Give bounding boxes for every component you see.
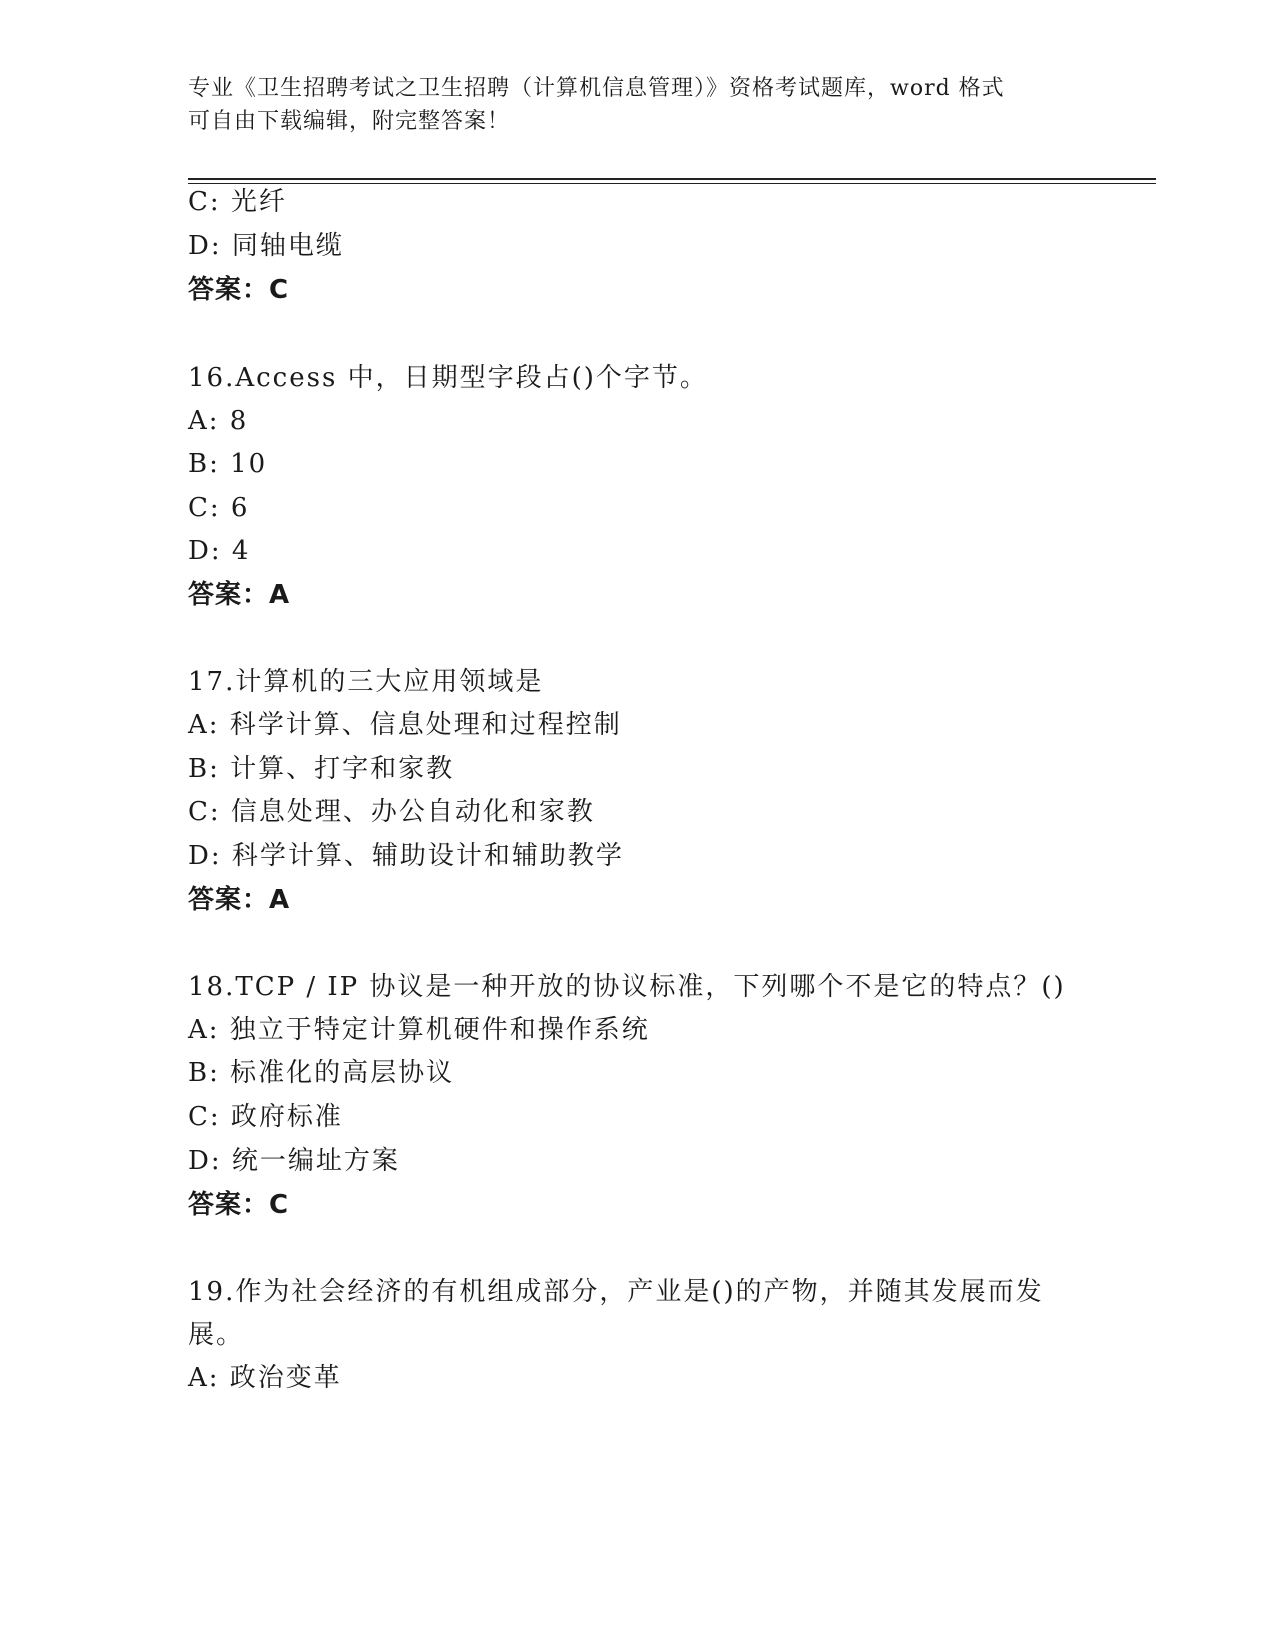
option-c: C: 光纤 bbox=[188, 187, 287, 217]
question-16-option-b: B: 10 bbox=[188, 449, 268, 479]
question-19-stem-line-1: 19.作为社会经济的有机组成部分，产业是()的产物，并随其发展而发 bbox=[188, 1277, 1044, 1307]
header-line-2: 可自由下载编辑，附完整答案！ bbox=[188, 109, 511, 134]
question-17-option-b: B: 计算、打字和家教 bbox=[188, 754, 455, 784]
header-divider bbox=[188, 178, 1156, 180]
answer-label: 答案：C bbox=[188, 275, 290, 305]
question-17-answer: 答案：A bbox=[188, 885, 291, 915]
question-18-option-c: C: 政府标准 bbox=[188, 1102, 343, 1132]
header-line-1: 专业《卫生招聘考试之卫生招聘（计算机信息管理）》资格考试题库，word 格式 bbox=[188, 76, 1005, 101]
question-17-option-a: A: 科学计算、信息处理和过程控制 bbox=[188, 710, 622, 740]
question-19-stem-line-2: 展。 bbox=[188, 1320, 245, 1350]
question-16-option-d: D: 4 bbox=[188, 536, 251, 566]
question-17-option-c: C: 信息处理、办公自动化和家教 bbox=[188, 797, 595, 827]
question-16-answer: 答案：A bbox=[188, 580, 291, 610]
question-16-option-a: A: 8 bbox=[188, 406, 249, 436]
question-19-option-a: A: 政治变革 bbox=[188, 1363, 342, 1393]
question-18-option-d: D: 统一编址方案 bbox=[188, 1146, 400, 1176]
question-17-option-d: D: 科学计算、辅助设计和辅助教学 bbox=[188, 841, 624, 871]
question-16-option-c: C: 6 bbox=[188, 493, 250, 523]
option-d: D: 同轴电缆 bbox=[188, 231, 344, 261]
question-18-answer: 答案：C bbox=[188, 1190, 290, 1220]
question-18-option-b: B: 标准化的高层协议 bbox=[188, 1058, 455, 1088]
question-16-stem: 16.Access 中，日期型字段占()个字节。 bbox=[188, 363, 708, 393]
question-17-stem: 17.计算机的三大应用领域是 bbox=[188, 667, 544, 697]
header-divider-thin bbox=[188, 183, 1156, 184]
header-text bbox=[188, 72, 1068, 138]
question-18-option-a: A: 独立于特定计算机硬件和操作系统 bbox=[188, 1015, 650, 1045]
question-18-stem: 18.TCP / IP 协议是一种开放的协议标准，下列哪个不是它的特点？() bbox=[188, 972, 1066, 1002]
